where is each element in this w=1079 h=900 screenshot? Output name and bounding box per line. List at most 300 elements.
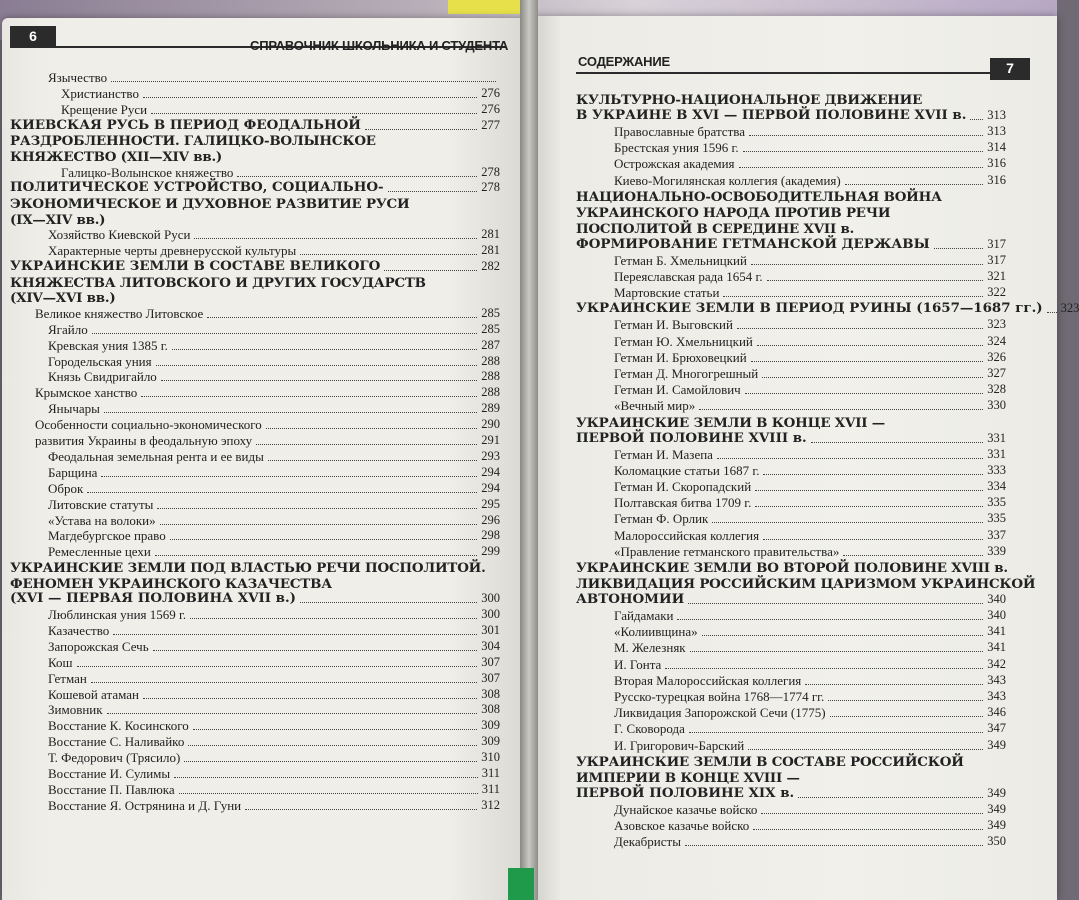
toc-item <box>48 623 500 638</box>
toc-item <box>614 689 1006 704</box>
dot-leader <box>798 797 983 798</box>
toc-page-number: 291 <box>481 433 500 447</box>
toc-page-number: 341 <box>987 640 1006 655</box>
toc-item-title: Мартовские статьи <box>614 285 720 301</box>
toc-item <box>48 766 500 781</box>
dot-leader <box>761 813 983 814</box>
dot-leader <box>77 666 478 667</box>
header-rule-right <box>576 72 992 74</box>
toc-item <box>614 463 1006 478</box>
toc-page-number: 294 <box>481 480 500 495</box>
toc-item-title: Переяславская рада 1654 г. <box>614 269 763 284</box>
toc-section-title: КНЯЖЕСТВА ЛИТОВСКОГО И ДРУГИХ ГОСУДАРСТВ <box>10 274 426 291</box>
toc-item-title: Особенности социально-экономического <box>35 417 262 433</box>
toc-page-number: 323 <box>1060 301 1079 316</box>
toc-section <box>10 259 500 274</box>
toc-page-number: 340 <box>987 608 1006 622</box>
toc-item-title: И. Григорович-Барский <box>614 737 745 753</box>
toc-section <box>576 237 1006 252</box>
toc-item <box>48 401 500 416</box>
toc-page-number: 281 <box>481 243 500 258</box>
dot-leader <box>689 732 983 733</box>
toc-item-title: Декабристы <box>614 834 681 850</box>
toc-section-title: РАЗДРОБЛЕННОСТИ. ГАЛИЦКО-ВОЛЫНСКОЕ <box>10 133 376 150</box>
toc-item-title: Малороссийская коллегия <box>614 527 760 543</box>
dot-leader <box>143 698 477 699</box>
toc-page-number: 343 <box>987 672 1006 687</box>
toc-item <box>48 243 500 258</box>
toc-item-title: Кош <box>48 654 73 670</box>
dot-leader <box>739 167 984 168</box>
dot-leader <box>170 539 478 540</box>
toc-section-title: (XIV—XVI вв.) <box>10 290 116 307</box>
toc-page-number: 333 <box>987 462 1006 477</box>
toc-item <box>35 417 500 432</box>
dot-leader <box>699 409 983 410</box>
toc-item-title: Крещение Руси <box>61 101 148 117</box>
toc-page-number: 335 <box>987 495 1006 510</box>
toc-section-title: ПОЛИТИЧЕСКОЕ УСТРОЙСТВО, СОЦИАЛЬНО- <box>10 179 384 196</box>
toc-section-title: В УКРАИНЕ В XVI — ПЕРВОЙ ПОЛОВИНЕ XVII в. <box>576 107 967 123</box>
toc-item <box>48 354 500 369</box>
toc-page-number: 285 <box>481 321 500 336</box>
dot-leader <box>92 333 478 334</box>
toc-item <box>48 702 500 717</box>
dot-leader <box>970 119 983 120</box>
dot-leader <box>207 317 477 318</box>
toc-page-number: 339 <box>987 543 1006 558</box>
dot-leader <box>934 248 984 249</box>
toc-section-title: УКРАИНСКИЕ ЗЕМЛИ В КОНЦЕ XVII — <box>576 414 885 431</box>
toc-section <box>576 108 1006 123</box>
toc-item-title: Ягайло <box>48 321 88 337</box>
toc-item-title: М. Железняк <box>614 640 686 656</box>
toc-item <box>48 497 500 512</box>
toc-item-title: Магдебургское право <box>48 528 166 544</box>
dot-leader <box>113 634 477 635</box>
toc-page-number: 312 <box>481 797 500 812</box>
toc-item-title: Барщина <box>48 464 98 480</box>
dot-leader <box>757 345 983 346</box>
toc-item <box>48 465 500 480</box>
toc-item <box>48 338 500 353</box>
dot-leader <box>245 809 477 810</box>
toc-item <box>614 738 1006 753</box>
toc-item-title: Великое княжество Литовское <box>35 305 204 321</box>
toc-page-number: 337 <box>987 527 1006 542</box>
dot-leader <box>188 745 477 746</box>
dot-leader <box>101 476 477 477</box>
toc-item-title: Восстание К. Косинского <box>48 718 189 734</box>
toc-section-title: КИЕВСКАЯ РУСЬ В ПЕРИОД ФЕОДАЛЬНОЙ <box>10 116 361 133</box>
toc-item-title: Христианство <box>61 85 139 101</box>
toc-item-title: Гетман Б. Хмельницкий <box>614 252 747 268</box>
toc-page-number: 300 <box>481 607 500 621</box>
toc-item <box>614 317 1006 332</box>
toc-section <box>10 118 500 133</box>
dot-leader <box>828 700 983 701</box>
page-number-left: 6 <box>10 26 56 48</box>
toc-item <box>614 382 1006 397</box>
left-page <box>2 18 528 900</box>
toc-item-title: Гетман И. Выговский <box>614 317 733 333</box>
toc-item-title: «Вечный мир» <box>614 398 696 414</box>
toc-item <box>48 655 500 670</box>
toc-item <box>35 306 500 321</box>
toc-section <box>576 786 1006 801</box>
toc-page-number: 349 <box>987 801 1006 816</box>
toc-page-number: 300 <box>481 591 500 606</box>
dot-leader <box>830 716 984 717</box>
toc-page-number: 334 <box>987 479 1006 493</box>
toc-page-number: 322 <box>987 285 1006 300</box>
dot-leader <box>256 444 477 445</box>
toc-item <box>614 818 1006 833</box>
toc-item <box>48 687 500 702</box>
dot-leader <box>688 603 983 604</box>
dot-leader <box>737 328 983 329</box>
toc-page-number: 340 <box>987 592 1006 606</box>
toc-item <box>48 607 500 622</box>
toc-page-number: 293 <box>481 448 500 463</box>
toc-page-number: 308 <box>481 686 500 701</box>
toc-page-number: 342 <box>987 656 1006 671</box>
toc-item <box>614 334 1006 349</box>
toc-item <box>614 640 1006 655</box>
toc-page-number: 311 <box>481 766 500 780</box>
toc-item <box>614 156 1006 171</box>
toc-item-title: Гетман И. Скоропадский <box>614 479 752 494</box>
toc-page-number: 327 <box>987 366 1006 380</box>
toc-item-title: Язычество <box>48 70 108 85</box>
toc-page-number: 295 <box>481 496 500 511</box>
toc-page-number: 278 <box>481 164 500 179</box>
toc-page-number: 350 <box>987 834 1006 849</box>
dot-leader <box>384 270 477 271</box>
dot-leader <box>194 238 477 239</box>
toc-item <box>48 322 500 337</box>
toc-item-title: Т. Федорович (Трясило) <box>48 750 181 766</box>
toc-section-title: ЭКОНОМИЧЕСКОЕ И ДУХОВНОЕ РАЗВИТИЕ РУСИ <box>10 196 410 212</box>
toc-item-title: Литовские статуты <box>48 496 154 512</box>
dot-leader <box>153 650 478 651</box>
toc-section-title: ИМПЕРИИ В КОНЦЕ XVIII — <box>576 769 800 786</box>
dot-leader <box>755 490 983 491</box>
toc-page-number: 349 <box>987 818 1006 832</box>
toc-item-title: Характерные черты древнерусской культуры <box>48 243 297 259</box>
toc-item-title: И. Гонта <box>614 656 662 672</box>
dot-leader <box>155 555 477 556</box>
toc-item-title: Гетман Ю. Хмельницкий <box>614 333 753 349</box>
toc-section-title: (XVI — ПЕРВАЯ ПОЛОВИНА XVII в.) <box>10 590 296 607</box>
toc-item-title: Феодальная земельная рента и ее виды <box>48 448 264 464</box>
toc-item-title: Оброк <box>48 480 84 496</box>
toc-section <box>576 592 1006 607</box>
dot-leader <box>237 176 477 177</box>
toc-item-title: Гетман И. Мазепа <box>614 446 713 462</box>
toc-page-number: 346 <box>987 705 1006 720</box>
toc-section-title: АВТОНОМИИ <box>576 591 685 607</box>
toc-page-number: 313 <box>987 108 1006 122</box>
toc-item <box>48 449 500 464</box>
toc-section-title: КУЛЬТУРНО-НАЦИОНАЛЬНОЕ ДВИЖЕНИЕ <box>576 92 923 108</box>
toc-item <box>48 671 500 686</box>
toc-item <box>614 834 1006 849</box>
toc-item <box>48 639 500 654</box>
dot-leader <box>172 349 477 350</box>
dot-leader <box>751 361 984 362</box>
dot-leader <box>811 442 984 443</box>
toc-page-number: 281 <box>481 227 500 242</box>
toc-item-title: Русско-турецкая война 1768—1774 гг. <box>614 689 825 704</box>
toc-page-number: 307 <box>481 654 500 669</box>
toc-page-number: 341 <box>987 624 1006 639</box>
toc-page-number: 330 <box>987 398 1006 413</box>
toc-page-number: 314 <box>987 140 1006 155</box>
toc-item-title: «Устава на волоки» <box>48 512 156 528</box>
toc-section-title: НАЦИОНАЛЬНО-ОСВОБОДИТЕЛЬНАЯ ВОЙНА <box>576 188 942 205</box>
toc-item-title: Азовское казачье войско <box>614 818 750 833</box>
toc-item <box>614 705 1006 720</box>
bookmark-ribbon <box>508 868 534 900</box>
toc-item <box>35 385 500 400</box>
toc-item <box>614 528 1006 543</box>
toc-item-title: «Правление гетманского правительства» <box>614 543 840 559</box>
toc-item <box>614 398 1006 413</box>
toc-item <box>614 140 1006 155</box>
toc-page-number: 349 <box>987 785 1006 800</box>
toc-page-number: 331 <box>987 430 1006 445</box>
toc-item <box>48 718 500 733</box>
toc-page-number: 335 <box>987 511 1006 526</box>
dot-leader <box>702 635 984 636</box>
toc-page-number: 316 <box>987 172 1006 187</box>
toc-section-title: КНЯЖЕСТВО (XII—XIV вв.) <box>10 148 223 165</box>
toc-item <box>48 513 500 528</box>
toc-item-title: Восстание С. Наливайко <box>48 734 185 750</box>
toc-item-title: Г. Сковорода <box>614 721 685 737</box>
toc-item-title: Кошевой атаман <box>48 686 139 702</box>
toc-item-title: «Колиивщина» <box>614 624 698 640</box>
toc-page-number: 289 <box>481 401 500 416</box>
toc-item <box>614 285 1006 300</box>
toc-section-title: УКРАИНСКИЕ ЗЕМЛИ В ПЕРИОД РУИНЫ (1657—1687 гг.) <box>576 300 1043 317</box>
dot-leader <box>745 393 984 394</box>
dot-leader <box>753 829 983 830</box>
dot-leader <box>266 428 478 429</box>
toc-item-title: Князь Свидригайло <box>48 369 157 385</box>
book-spine <box>520 0 538 900</box>
dot-leader <box>763 474 983 475</box>
toc-page-number: 278 <box>481 180 500 195</box>
dot-leader <box>141 396 477 397</box>
dot-leader <box>767 280 984 281</box>
dot-leader <box>190 618 477 619</box>
toc-item <box>61 86 500 101</box>
toc-item <box>614 447 1006 462</box>
toc-page-number: 331 <box>987 446 1006 461</box>
dot-leader <box>749 135 983 136</box>
toc-page-number: 349 <box>987 737 1006 752</box>
book-cover-edge <box>448 0 526 14</box>
toc-item-title: Городельская уния <box>48 353 152 369</box>
dot-leader <box>151 113 477 114</box>
toc-section <box>576 431 1006 446</box>
toc-item <box>614 269 1006 284</box>
toc-item-title: Коломацкие статьи 1687 г. <box>614 462 760 478</box>
dot-leader <box>111 81 496 82</box>
toc-item-title: Янычары <box>48 401 100 417</box>
running-header-right: СОДЕРЖАНИЕ <box>578 54 670 69</box>
toc-section-title: (IX—XIV вв.) <box>10 211 106 228</box>
dot-leader <box>174 777 478 778</box>
toc-item-title: Православные братства <box>614 124 745 139</box>
toc-section <box>10 180 500 195</box>
toc-item-title: Вторая Малороссийская коллегия <box>614 672 802 688</box>
toc-page-number: 310 <box>481 750 500 765</box>
toc-item-title: Киево-Могилянская коллегия (академия) <box>614 172 841 188</box>
dot-leader <box>87 492 477 493</box>
toc-section-title: ПОСПОЛИТОЙ В СЕРЕДИНЕ XVII в. <box>576 220 855 237</box>
toc-item-title: Ремесленные цехи <box>48 544 151 560</box>
toc-item-title: Гетман <box>48 670 87 686</box>
toc-section-title: УКРАИНСКОГО НАРОДА ПРОТИВ РЕЧИ <box>576 204 891 221</box>
toc-item <box>61 102 500 117</box>
toc-item-title: Острожская академия <box>614 156 735 172</box>
toc-page-number: 301 <box>481 622 500 637</box>
toc-item-title: развития Украины в феодальную эпоху <box>35 433 253 448</box>
toc-item <box>48 481 500 496</box>
toc-item <box>48 798 500 813</box>
dot-leader <box>805 684 983 685</box>
toc-item-title: Зимовник <box>48 702 103 718</box>
toc-item-title: Казачество <box>48 622 110 638</box>
page-number-right: 7 <box>990 58 1030 80</box>
dot-leader <box>184 761 477 762</box>
toc-section <box>576 300 1079 317</box>
dot-leader <box>717 458 983 459</box>
toc-page-number: 343 <box>987 689 1006 703</box>
toc-page-number: 298 <box>481 528 500 543</box>
dot-leader <box>388 191 478 192</box>
dot-leader <box>157 508 477 509</box>
toc-item <box>48 528 500 543</box>
toc-page-number: 288 <box>481 385 500 400</box>
toc-item <box>48 227 500 242</box>
toc-item-title: Брестская уния 1596 г. <box>614 140 739 156</box>
toc-page-number: 276 <box>481 101 500 116</box>
dot-leader <box>755 506 983 507</box>
toc-page-number: 317 <box>987 252 1006 267</box>
toc-page-number: 309 <box>481 718 500 733</box>
toc-page-number: 299 <box>481 544 500 559</box>
dot-leader <box>268 460 477 461</box>
dot-leader <box>365 129 477 130</box>
toc-item <box>614 657 1006 672</box>
toc-page-number: 321 <box>987 269 1006 283</box>
toc-item <box>614 802 1006 817</box>
toc-item-title: Ликвидация Запорожской Сечи (1775) <box>614 705 826 721</box>
toc-page-number: 290 <box>481 417 500 432</box>
toc-page-number: 285 <box>481 305 500 320</box>
dot-leader <box>156 365 478 366</box>
toc-item-title: Крымское ханство <box>35 385 138 401</box>
toc-page-number: 276 <box>481 85 500 100</box>
toc-item-title: Гетман Д. Многогрешный <box>614 366 759 381</box>
toc-item <box>614 544 1006 559</box>
dot-leader <box>748 749 983 750</box>
toc-section-title: УКРАИНСКИЕ ЗЕМЛИ ВО ВТОРОЙ ПОЛОВИНЕ XVIII в. <box>576 560 1008 576</box>
dot-leader <box>677 619 983 620</box>
toc-section-title: ПЕРВОЙ ПОЛОВИНЕ XIX в. <box>576 784 795 801</box>
toc-page-number: 288 <box>481 353 500 368</box>
right-page <box>530 16 1079 900</box>
toc-item-title: Полтавская битва 1709 г. <box>614 495 752 511</box>
toc-item <box>614 624 1006 639</box>
dot-leader <box>193 729 478 730</box>
toc-page-number: 287 <box>481 337 500 352</box>
dot-leader <box>160 524 478 525</box>
toc-item <box>35 433 500 448</box>
toc-item <box>614 124 1006 139</box>
toc-item-title: Кревская уния 1385 г. <box>48 337 168 353</box>
toc-page-number: 326 <box>987 349 1006 364</box>
toc-page-number: 277 <box>481 117 500 132</box>
toc-item <box>614 673 1006 688</box>
dot-leader <box>107 713 478 714</box>
dot-leader <box>751 264 983 265</box>
toc-page-number: 347 <box>987 721 1006 736</box>
dot-leader <box>143 97 477 98</box>
toc-item <box>48 544 500 559</box>
toc-item-title: Хозяйство Киевской Руси <box>48 227 191 243</box>
dot-leader <box>762 377 983 378</box>
toc-page-number: 304 <box>481 638 500 653</box>
toc-page-number: 282 <box>481 259 500 273</box>
toc-page-number: 328 <box>987 382 1006 397</box>
dot-leader <box>91 682 477 683</box>
dot-leader <box>690 651 984 652</box>
toc-item <box>48 782 500 797</box>
toc-item <box>614 608 1006 623</box>
toc-page-number: 309 <box>481 734 500 749</box>
dot-leader <box>1047 312 1057 313</box>
toc-section-title: УКРАИНСКИЕ ЗЕМЛИ В СОСТАВЕ ВЕЛИКОГО <box>10 258 381 274</box>
toc-item-title: Восстание Я. Острянина и Д. Гуни <box>48 797 242 813</box>
toc-item <box>48 369 500 384</box>
toc-item <box>614 366 1006 381</box>
dot-leader <box>712 522 983 523</box>
toc-item-title: Запорожская Сечь <box>48 638 149 654</box>
toc-item <box>48 750 500 765</box>
toc-item-title: Гетман И. Самойлович <box>614 382 741 398</box>
toc-page-number: 317 <box>987 236 1006 251</box>
running-header-left: СПРАВОЧНИК ШКОЛЬНИКА И СТУДЕНТА <box>250 38 509 53</box>
dot-leader <box>763 539 983 540</box>
dot-leader <box>300 254 477 255</box>
toc-item-title: Гетман Ф. Орлик <box>614 511 709 527</box>
toc-item <box>614 511 1006 526</box>
toc-item <box>614 479 1006 494</box>
dot-leader <box>104 412 477 413</box>
dot-leader <box>723 296 983 297</box>
toc-page-number: 324 <box>987 333 1006 348</box>
toc-item <box>614 495 1006 510</box>
toc-item-title: Галицко-Волынское княжество <box>61 164 234 180</box>
dot-leader <box>300 602 477 603</box>
toc-section <box>10 591 500 606</box>
toc-item <box>614 173 1006 188</box>
